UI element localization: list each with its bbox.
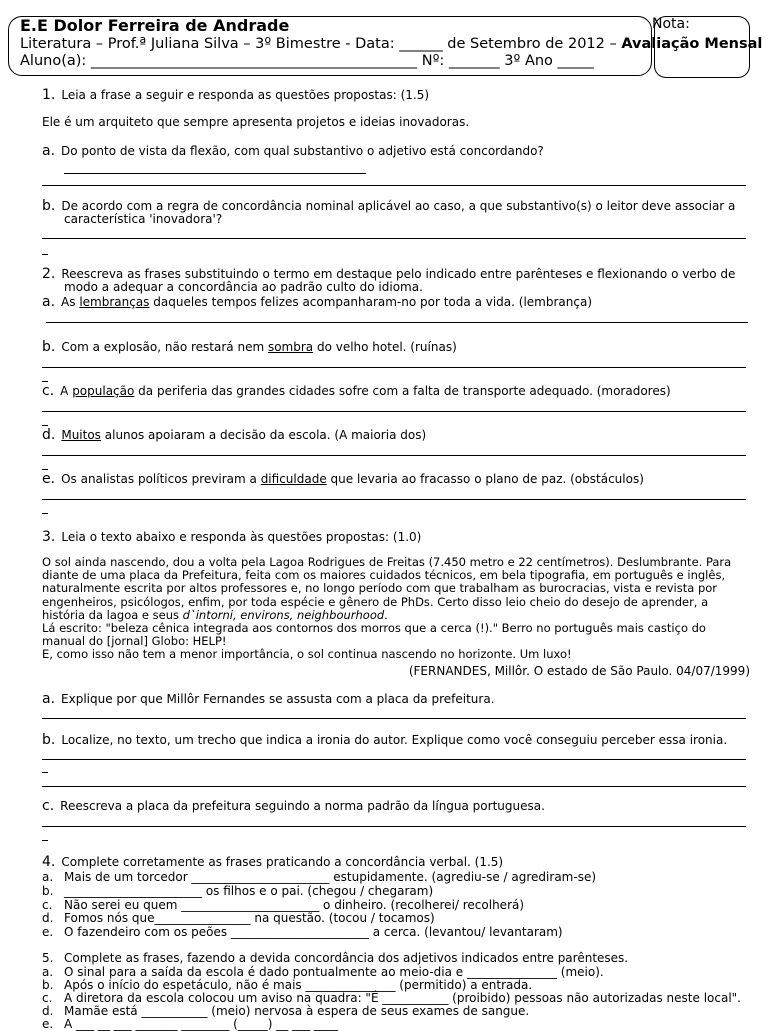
answer-line[interactable]: [42, 469, 48, 470]
q5-e-label: e.: [42, 1017, 54, 1031]
q3-b-label: b.: [42, 732, 56, 748]
answer-line[interactable]: [42, 759, 746, 760]
q4-number: 4.: [42, 854, 56, 870]
q3-c: [42, 798, 545, 814]
answer-line[interactable]: [42, 718, 746, 719]
q4-a-text: Mais de um torcedor _______________________ estupidamente. (agrediu-se / agrediram-se): [64, 870, 597, 884]
answer-line[interactable]: [42, 367, 746, 368]
q3-source: (FERNANDES, Millôr. O estado de São Paulo. 04/07/1999): [408, 664, 750, 678]
answer-line[interactable]: [42, 238, 746, 239]
q2-e: [42, 471, 644, 487]
answer-line[interactable]: [42, 772, 48, 773]
q2-b-post: do velho hotel. (ruínas): [313, 340, 457, 354]
q2-e-pre: Os analistas políticos previram a: [61, 472, 261, 486]
school-name: E.E Dolor Ferreira de Andrade: [20, 16, 290, 35]
q4-prompt-text: Complete corretamente as frases praticando a concordância verbal. (1.5): [61, 855, 504, 869]
q2-d-post: alunos apoiaram a decisão da escola. (A maioria dos): [100, 428, 427, 442]
q3-a-label: a.: [42, 691, 56, 707]
q1-sentence: Ele é um arquiteto que sempre apresenta projetos e ideias inovadoras.: [42, 115, 470, 129]
q5-b: [42, 978, 532, 992]
q5-c-text: A diretora da escola colocou um aviso na quadra: "É ___________ (proibido) pessoas não autorizadas neste local".: [64, 991, 741, 1005]
answer-line[interactable]: [42, 840, 48, 841]
exam-type: Avaliação Mensal: [621, 36, 763, 52]
q2-c-post: da periferia das grandes cidades sofre com a falta de transporte adequado. (moradores): [134, 384, 671, 398]
q3-text-line: O sol ainda nascendo, dou a volta pela Lagoa Rodrigues de Freitas (7.450 metro e 22 centímetros). Deslumbrante. Para: [42, 555, 732, 569]
q3-number: 3.: [42, 529, 56, 545]
q2-a: [42, 294, 592, 310]
q1-prompt-text: Leia a frase a seguir e responda as questões propostas: (1.5): [61, 88, 430, 102]
q5-e: [42, 1017, 338, 1031]
q3-prompt-text: Leia o texto abaixo e responda às questões propostas: (1.0): [61, 530, 422, 544]
q3-text-span: história da lagoa e seus: [42, 607, 183, 622]
q5-d: [42, 1004, 529, 1018]
q5-a: [42, 965, 604, 979]
q3-prompt: [42, 529, 421, 545]
q2-d: [42, 427, 426, 443]
answer-line[interactable]: [42, 786, 746, 787]
q4-a-label: a.: [42, 870, 54, 884]
q4-b-text: _______________________ os filhos e o pai. (chegou / chegaram): [64, 884, 434, 898]
q2-c-pre: A: [60, 384, 73, 398]
q3-text-line: manual do [jornal] Globo: HELP!: [42, 634, 227, 649]
q4-d-label: d.: [42, 911, 54, 925]
q2-a-highlight: lembranças: [79, 295, 150, 309]
answer-line[interactable]: [42, 411, 746, 412]
q3-text-line: E, como isso não tem a menor importância, o sol continua nascendo no horizonte. Um luxo!: [42, 647, 572, 662]
q1-prompt: [42, 87, 429, 103]
q1-a-label: a.: [42, 143, 56, 159]
q5-b-text: Após o início do espetáculo, não é mais _______________ (permitido) a entrada.: [64, 978, 533, 992]
q3-text-italic: d`intorni, environs, neighbourhood: [182, 607, 385, 622]
q2-d-highlight: Muitos: [61, 428, 101, 442]
q5-b-label: b.: [42, 978, 54, 992]
q5-number: 5.: [42, 951, 54, 965]
q5-a-text: O sinal para a saída da escola é dado pontualmente ao meio-dia e _______________ (meio).: [64, 965, 604, 979]
answer-line[interactable]: [42, 185, 746, 186]
q3-a: [42, 691, 495, 707]
q2-e-post: que levaria ao fracasso o plano de paz. (obstáculos): [326, 472, 644, 486]
answer-line[interactable]: [46, 322, 748, 323]
q4-e-label: e.: [42, 925, 54, 939]
q5-c: [42, 991, 741, 1005]
q1-b-text: De acordo com a regra de concordância nominal aplicável ao caso, a que substantivo(s) o leitor deve associar a: [61, 199, 736, 213]
q4-d: [42, 911, 435, 925]
q1-number: 1.: [42, 87, 56, 103]
q2-b-highlight: sombra: [267, 340, 314, 354]
q1-b-label: b.: [42, 198, 56, 214]
q4-e: [42, 925, 563, 939]
answer-line[interactable]: [64, 173, 366, 174]
q2-text: Reescreva as frases substituindo o termo em destaque pelo indicado entre parênteses e flexionando o verbo de: [61, 267, 736, 281]
q2-a-post: daqueles tempos felizes acompanharam-no por toda a vida. (lembrança): [149, 295, 592, 309]
q2-b-label: b.: [42, 339, 56, 355]
q4-prompt: [42, 854, 503, 870]
q3-text: [42, 556, 752, 662]
q4-e-text: O fazendeiro com os peões _______________________ a cerca. (levantou/ levantaram): [64, 925, 563, 939]
q3-b-text: Localize, no texto, um trecho que indica a ironia do autor. Explique como você conseguiu perceber essa ironia.: [61, 733, 728, 747]
q4-d-text: Fomos nós que________________ na questão. (tocou / tocamos): [64, 911, 435, 925]
header-line2: [20, 36, 762, 52]
nota-label: Nota:: [652, 16, 690, 32]
q1-a-text: Do ponto de vista da flexão, com qual substantivo o adjetivo está concordando?: [61, 144, 544, 158]
q4-c-label: c.: [42, 898, 53, 912]
q3-text-line: engenheiros, psicólogos, enfim, por toda espécie e gênero de PhDs. Certo disso leio cheio do desejo de aprender, a: [42, 594, 709, 609]
q2-a-label: a.: [42, 294, 56, 310]
q5-a-label: a.: [42, 965, 54, 979]
q5-prompt-text: Complete as frases, fazendo a devida concordância dos adjetivos indicados entre parênteses.: [64, 951, 629, 965]
q5-d-text: Mamãe está ___________ (meio) nervosa à espera de seus exames de sangue.: [64, 1004, 530, 1018]
q2-c-label: c.: [42, 383, 55, 399]
q2-e-highlight: dificuldade: [260, 472, 327, 486]
q4-b-label: b.: [42, 884, 54, 898]
q5-prompt: [42, 951, 628, 965]
answer-line[interactable]: [42, 381, 48, 382]
q3-b: [42, 732, 727, 748]
q2-a-pre: As: [61, 295, 80, 309]
q2-e-label: e.: [42, 471, 56, 487]
q1-b-text2: característica 'inovadora'?: [64, 212, 223, 226]
q2-number: 2.: [42, 266, 56, 282]
student-line: Aluno(a): _____________________________________________ Nº: _______ 3º Ano _____: [20, 53, 594, 69]
q1-a: [42, 143, 544, 159]
q5-e-text: A ___ __ ___ _______ ________ (_____) __ ___ ____: [64, 1017, 338, 1031]
q3-text-line: Lá escrito: "beleza cênica integrada aos contornos dos morros que a cerca (!)." Berro no português mais castiço do: [42, 621, 706, 636]
q4-c-text: Não serei eu quem _______________________ o dinheiro. (recolherei/ recolherá): [64, 898, 525, 912]
header-line2-text: Literatura – Prof.ª Juliana Silva – 3º Bimestre - Data: ______ de Setembro de 2012 –: [20, 36, 622, 52]
q3-c-label: c.: [42, 798, 55, 814]
q2-c-highlight: população: [72, 384, 135, 398]
answer-line[interactable]: [42, 425, 48, 426]
q2-b-pre: Com a explosão, não restará nem: [61, 340, 268, 354]
answer-line[interactable]: [42, 499, 746, 500]
q3-text-line: diante de uma placa da Prefeitura, feita com os maiores cuidados técnicos, em bela tipografia, em português e inglês,: [42, 568, 726, 583]
q5-c-label: c.: [42, 991, 53, 1005]
q2-b: [42, 339, 457, 355]
q4-b: [42, 884, 433, 898]
answer-line[interactable]: [42, 455, 746, 456]
q2-c: [42, 383, 671, 399]
q5-d-label: d.: [42, 1004, 54, 1018]
q3-a-text: Explique por que Millôr Fernandes se assusta com a placa da prefeitura.: [61, 692, 495, 706]
q3-text-line: naturalmente escrita por altos professores e, no longo período com que trabalham as burocracias, vista e revista por: [42, 581, 718, 596]
q3-c-text: Reescreva a placa da prefeitura seguindo a norma padrão da língua portuguesa.: [60, 799, 545, 813]
q3-text-span: .: [384, 607, 388, 622]
answer-line[interactable]: [42, 513, 48, 514]
answer-line[interactable]: [42, 254, 48, 255]
q4-a: [42, 870, 596, 884]
answer-line[interactable]: [42, 826, 746, 827]
q2-text2: modo a adequar a concordância ao padrão culto do idioma.: [64, 280, 423, 294]
q4-c: [42, 898, 524, 912]
q2-d-label: d.: [42, 427, 56, 443]
